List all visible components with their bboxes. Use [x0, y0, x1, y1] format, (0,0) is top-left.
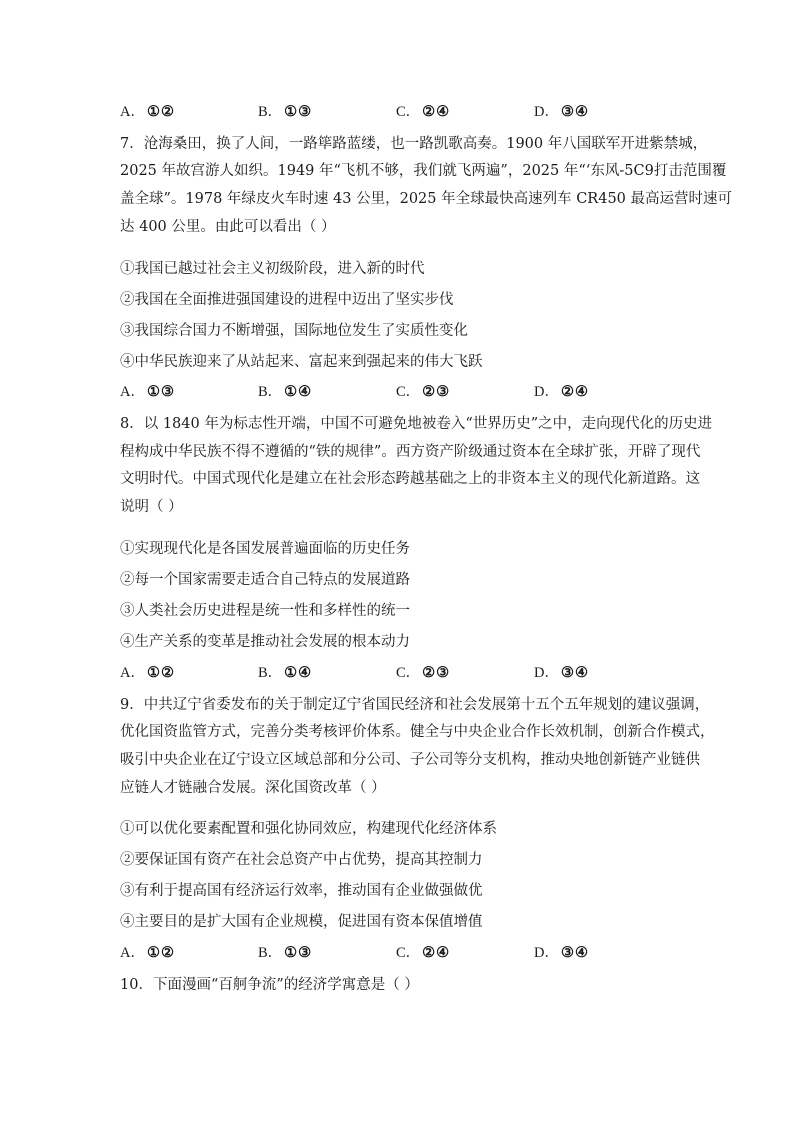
q10-stem-line-1: 10．下面漫画“百舸争流”的经济学寓意是（ ） — [120, 977, 419, 993]
q8-option-d[interactable]: D． ③④ — [534, 664, 589, 681]
q9-stem-line-2: 优化国资监管方式，完善分类考核评价体系。健全与中央企业合作长效机制，创新合作模式， — [120, 724, 715, 740]
q9-option-c[interactable]: C． ②④ — [396, 944, 451, 961]
q8-statement-1: ①实现现代化是各国发展普遍面临的历史任务 — [120, 541, 410, 557]
q8-stem-line-4: 说明（ ） — [120, 499, 183, 515]
q9-statement-3: ③有利于提高国有经济运行效率，推动国有企业做强做优 — [120, 883, 483, 899]
q8-stem-line-2: 程构成中华民族不得不遵循的“铁的规律”。西方资产阶级通过资本在全球扩张，开辟了现代 — [120, 444, 701, 460]
q6-option-b[interactable]: B． ①③ — [258, 103, 313, 120]
q9-stem-line-4: 应链人才链融合发展。深化国资改革（ ） — [120, 780, 386, 796]
q7-stem-line-3: 盖全球”。1978 年绿皮火车时速 43 公里，2025 年全球最快高速列车 CR450 最高运营时速可 — [120, 191, 733, 207]
q9-option-d[interactable]: D． ③④ — [534, 944, 589, 961]
q9-statement-4: ④主要目的是扩大国有企业规模，促进国有资本保值增值 — [120, 914, 483, 930]
q8-stem-line-3: 文明时代。中国式现代化是建立在社会形态跨越基础之上的非资本主义的现代化新道路。这 — [120, 471, 700, 487]
q9-stem-line-1: 9．中共辽宁省委发布的关于制定辽宁省国民经济和社会发展第十五个五年规划的建议强调， — [120, 697, 710, 713]
q8-stem-line-1: 8．以 1840 年为标志性开端，中国不可避免地被卷入“世界历史”之中，走向现代化的历史进 — [120, 416, 713, 432]
q7-statement-4: ④中华民族迎来了从站起来、富起来到强起来的伟大飞跃 — [120, 354, 483, 370]
q6-option-d[interactable]: D． ③④ — [534, 103, 589, 120]
q6-option-a[interactable]: A． ①② — [120, 103, 175, 120]
q8-option-a[interactable]: A． ①② — [120, 664, 175, 681]
q8-statement-2: ②每一个国家需要走适合自己特点的发展道路 — [120, 572, 410, 588]
q6-option-c[interactable]: C． ②④ — [396, 103, 451, 120]
q9-statement-2: ②要保证国有资产在社会总资产中占优势，提高其控制力 — [120, 852, 483, 868]
q7-option-a[interactable]: A． ①③ — [120, 383, 175, 400]
q8-statement-4: ④生产关系的变革是推动社会发展的根本动力 — [120, 634, 410, 650]
q7-statement-1: ①我国已越过社会主义初级阶段，进入新的时代 — [120, 261, 425, 277]
q7-statement-2: ②我国在全面推进强国建设的进程中迈出了坚实步伐 — [120, 292, 454, 308]
q7-option-c[interactable]: C． ②③ — [396, 383, 451, 400]
q7-option-d[interactable]: D． ②④ — [534, 383, 589, 400]
q7-stem-line-1: 7．沧海桑田，换了人间，一路筚路蓝缕，也一路凯歌高奏。1900 年八国联军开进紫禁城， — [120, 136, 708, 152]
q7-statement-3: ③我国综合国力不断增强，国际地位发生了实质性变化 — [120, 323, 468, 339]
q9-option-b[interactable]: B． ①③ — [258, 944, 313, 961]
q9-option-a[interactable]: A． ①② — [120, 944, 175, 961]
q7-stem-line-2: 2025 年故宫游人如织。1949 年“飞机不够，我们就飞两遍”，2025 年“‘东风-5C9打击范围覆 — [120, 163, 727, 179]
q9-statement-1: ①可以优化要素配置和强化协同效应，构建现代化经济体系 — [120, 821, 497, 837]
q8-statement-3: ③人类社会历史进程是统一性和多样性的统一 — [120, 603, 410, 619]
q7-stem-line-4: 达 400 公里。由此可以看出（ ） — [120, 219, 336, 235]
q8-option-c[interactable]: C． ②③ — [396, 664, 451, 681]
q9-stem-line-3: 吸引中央企业在辽宁设立区域总部和分公司、子公司等分支机构，推动央地创新链产业链供 — [120, 752, 700, 768]
q7-option-b[interactable]: B． ①④ — [258, 383, 313, 400]
q8-option-b[interactable]: B． ①④ — [258, 664, 313, 681]
